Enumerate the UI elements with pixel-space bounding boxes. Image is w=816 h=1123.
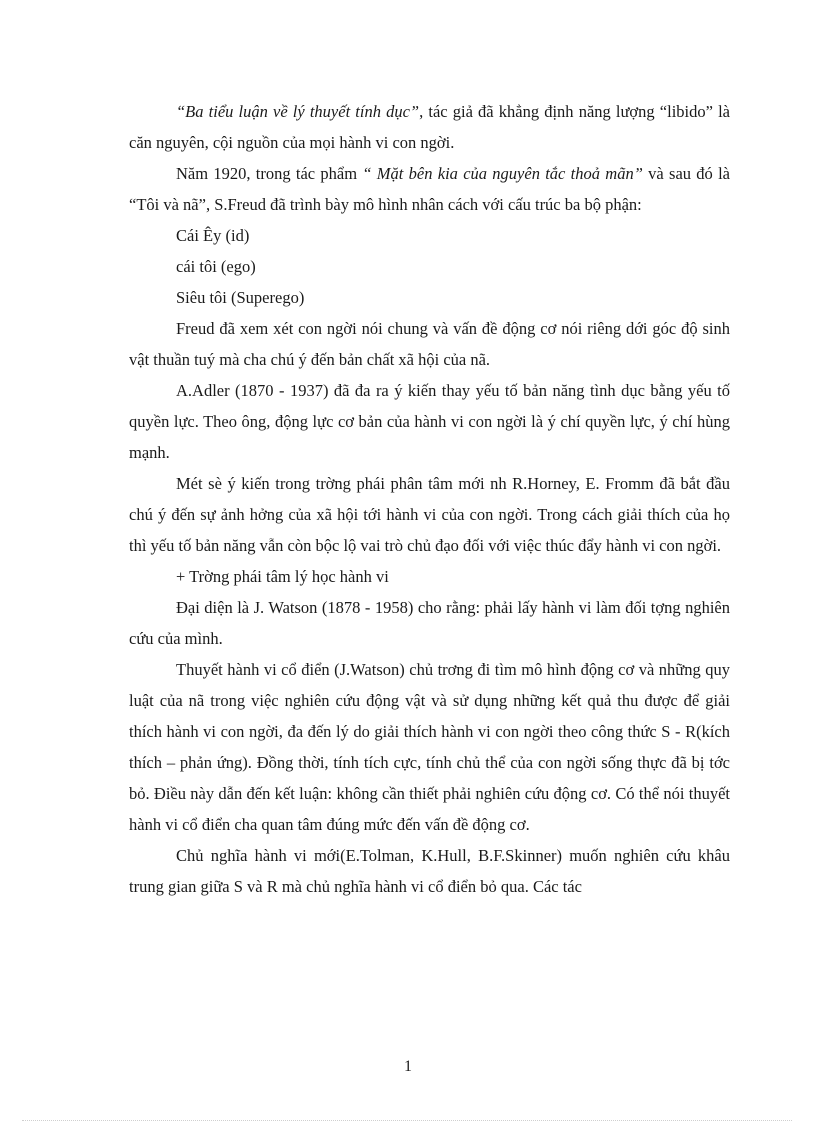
paragraph-neo-psychoanalysis: Mét sè ý kiến trong trờng phái phân tâm mới nh R.Horney, E. Fromm đã bắt đầu chú ý đến sự ảnh hởng của xã hội tới hành vi của con ngời. Trong cách giải thích của họ thì yếu tố bản năng vẫn còn bộc lộ vai trò chủ đạo đối với việc thúc đẩy hành vi con ngời.	[129, 474, 730, 555]
list-item-id: Cái Êy (id)	[176, 226, 250, 245]
paragraph-freud-view: Freud đã xem xét con ngời nói chung và vấn đề động cơ nói riêng dới góc độ sinh vật thuần tuý mà cha chú ý đến bản chất xã hội của nã.	[129, 319, 730, 369]
document-body	[129, 96, 730, 902]
book-title-beyond-pleasure: “ Mặt bên kia của nguyên tắc thoả mãn”	[362, 164, 643, 183]
footer-divider	[22, 1120, 792, 1121]
paragraph-libido	[129, 96, 730, 158]
paragraph-freud-model	[129, 158, 730, 220]
section-heading-behaviorism: + Trờng phái tâm lý học hành vi	[176, 567, 389, 586]
paragraph-watson: Đại diện là J. Watson (1878 - 1958) cho rằng: phải lấy hành vi làm đối tợng nghiên cứu của mình.	[129, 598, 730, 648]
paragraph-libido-text: , tác giả đã khẳng định năng lượng “libido” là căn nguyên, cội nguồn của mọi hành vi con ngời.	[129, 102, 730, 152]
paragraph-neo-behaviorism: Chủ nghĩa hành vi mới(E.Tolman, K.Hull, B.F.Skinner) muốn nghiên cứu khâu trung gian giữa S và R mà chủ nghĩa hành vi cổ điển bỏ qua. Các tác	[129, 846, 730, 896]
book-title-three-essays: “Ba tiểu luận về lý thuyết tính dục”	[176, 102, 420, 121]
paragraph-freud-model-lead: Năm 1920, trong tác phẩm	[176, 164, 363, 183]
list-item-ego: cái tôi (ego)	[176, 257, 256, 276]
paragraph-adler: A.Adler (1870 - 1937) đã đa ra ý kiến thay yếu tố bản năng tình dục bằng yếu tố quyền lực. Theo ông, động lực cơ bản của hành vi con ngời là ý chí quyền lực, ý chí hùng mạnh.	[129, 381, 730, 462]
paragraph-freud-model-text: và sau đó là “Tôi và nã”, S.Freud đã trình bày mô hình nhân cách với cấu trúc ba bộ phận:	[129, 164, 730, 214]
page-number: 1	[404, 1058, 412, 1075]
list-item-superego: Siêu tôi (Superego)	[176, 288, 305, 307]
paragraph-classical-behaviorism: Thuyết hành vi cổ điển (J.Watson) chủ trơng đi tìm mô hình động cơ và những quy luật của nã trong việc nghiên cứu động vật và sử dụng những kết quả thu được để giải thích hành vi con ngời, đa đến lý do giải thích hành vi con ngời theo công thức S - R(kích thích – phản ứng). Đồng thời, tính tích cực, tính chủ thể của con ngời sống thực đã bị tớc bỏ. Điều này dẫn đến kết luận: không cần thiết phải nghiên cứu động cơ. Có thể nói thuyết hành vi cổ điển cha quan tâm đúng mức đến vấn đề động cơ.	[129, 660, 730, 834]
